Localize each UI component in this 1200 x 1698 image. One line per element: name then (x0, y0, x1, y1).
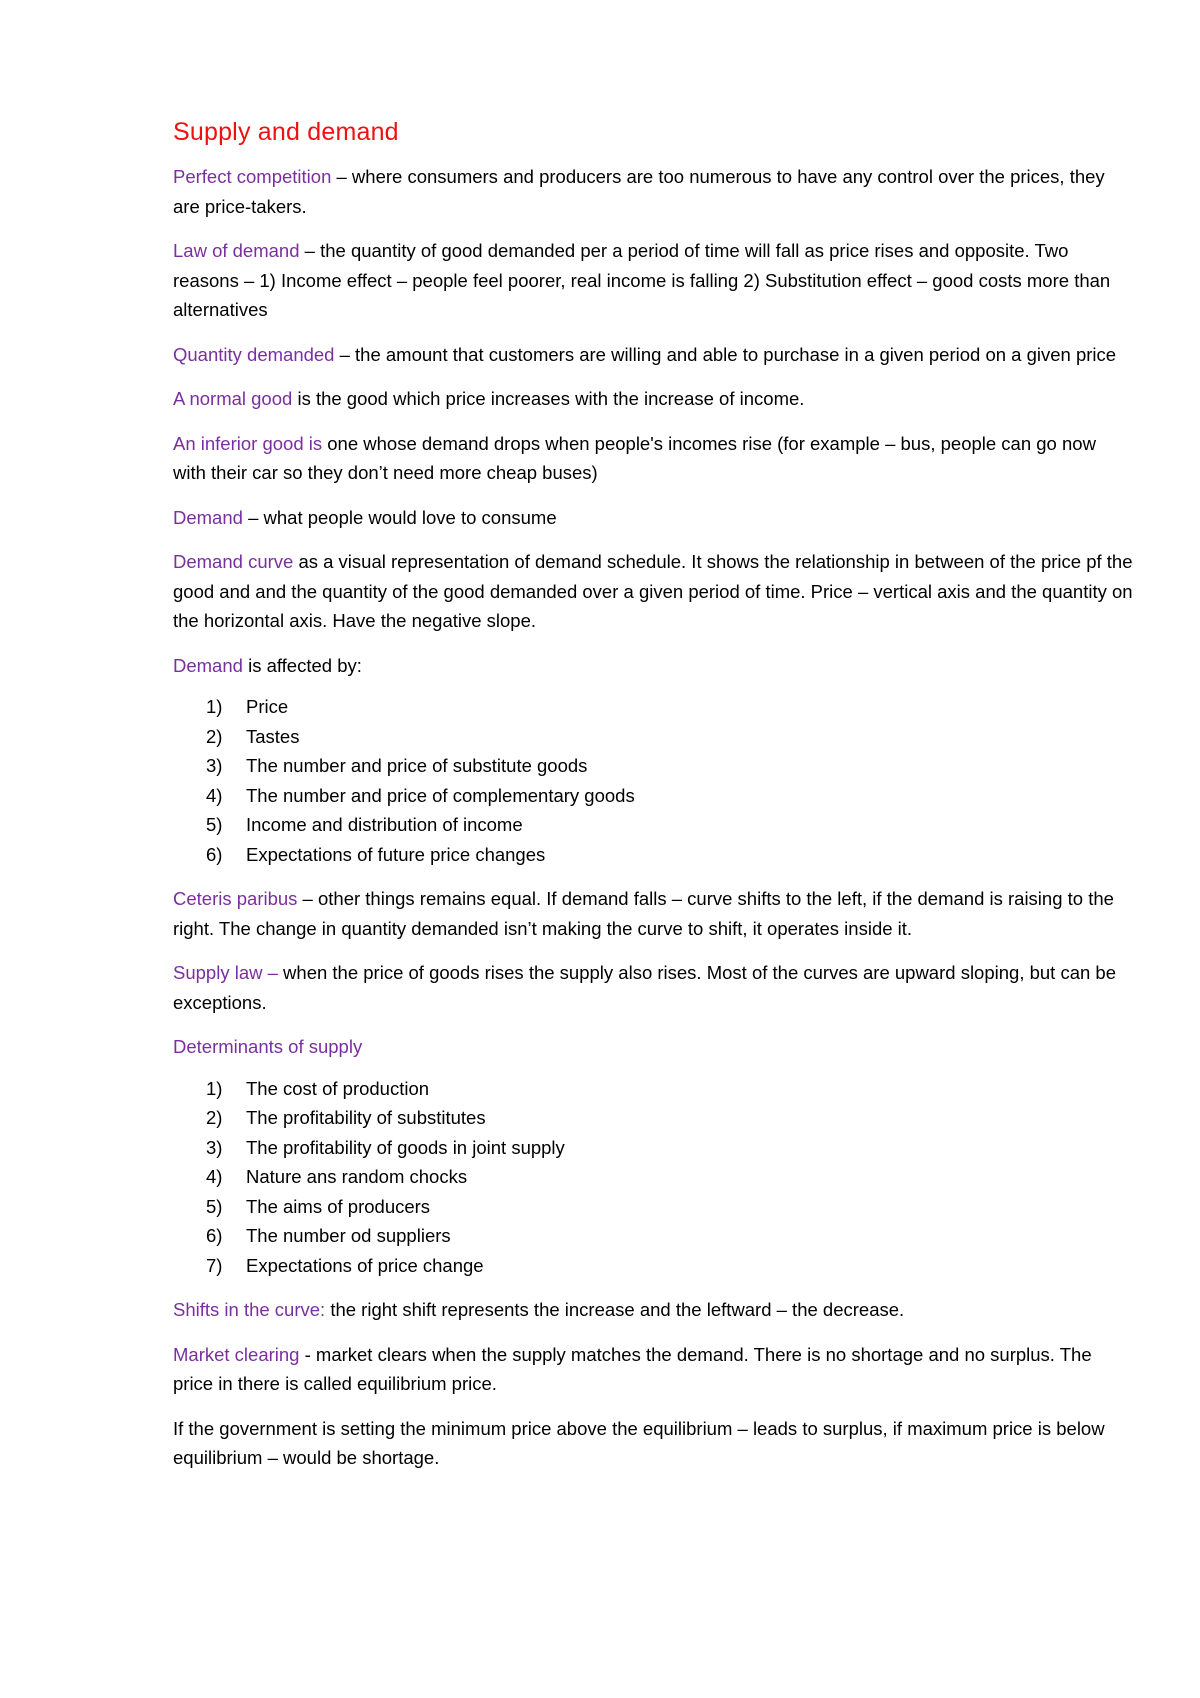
list-number: 4) (206, 784, 223, 806)
list-number: 6) (206, 1225, 223, 1246)
term: Quantity demanded (173, 343, 335, 365)
supply-determinants-list (173, 1074, 1133, 1281)
list-number: 1) (206, 1077, 223, 1099)
definition: is the good which price increases with the increase of income. (292, 388, 805, 409)
paragraph-shifts-in-curve (173, 1295, 1133, 1325)
demand-factors-list (173, 692, 1133, 869)
list-item (173, 1074, 1133, 1104)
list-item (173, 1133, 1133, 1163)
paragraph-perfect-competition (173, 162, 1133, 221)
list-item (173, 751, 1133, 781)
paragraph-demand-affected (173, 651, 1133, 681)
list-text: Price (246, 696, 289, 717)
term: Determinants of supply (173, 1036, 363, 1057)
definition: one whose demand drops when people's incomes rise (for example – bus, people can go now with their car so they don’t need more cheap buses) (173, 432, 1096, 483)
list-number: 6) (206, 843, 223, 865)
list-number: 2) (206, 725, 223, 747)
list-number: 3) (206, 755, 223, 776)
term: Market clearing (173, 1343, 300, 1365)
paragraph-demand-curve (173, 547, 1133, 636)
term: Supply law – (173, 962, 278, 983)
list-item (173, 1162, 1133, 1192)
term: Demand (173, 506, 243, 528)
paragraph-ceteris-paribus (173, 884, 1133, 943)
paragraph-market-clearing (173, 1340, 1133, 1399)
list-item (173, 1103, 1133, 1133)
list-number: 2) (206, 1107, 223, 1128)
list-number: 1) (206, 696, 223, 717)
list-text: The aims of producers (246, 1195, 431, 1217)
definition: when the price of goods rises the supply also rises. Most of the curves are upward sloping, but can be exceptions. (173, 962, 1116, 1013)
list-number: 4) (206, 1166, 223, 1187)
list-item (173, 722, 1133, 752)
list-item (173, 1221, 1133, 1251)
list-number: 5) (206, 814, 223, 835)
term: Ceteris paribus (173, 888, 298, 909)
list-text: The number and price of complementary goods (246, 784, 635, 806)
definition: If the government is setting the minimum price above the equilibrium – leads to surplus, if maximum price is below equilibrium – would be shortage. (173, 1417, 1105, 1468)
definition: – what people would love to consume (242, 506, 557, 528)
list-text: The cost of production (246, 1077, 430, 1099)
definition: – the amount that customers are willing and able to purchase in a given period on a given price (334, 343, 1117, 365)
list-text: The profitability of goods in joint supply (246, 1136, 565, 1158)
document-body (173, 118, 1133, 1488)
definition: – where consumers and producers are too numerous to have any control over the prices, they are price-takers. (173, 166, 1105, 217)
definition: - market clears when the supply matches the demand. There is no shortage and no surplus. The price in there is called equilibrium price. (173, 1343, 1092, 1394)
paragraph-demand (173, 503, 1133, 533)
document-title: Supply and demand (173, 118, 399, 146)
term: Shifts in the curve: (173, 1299, 326, 1320)
paragraph-law-of-demand (173, 236, 1133, 325)
definition: as a visual representation of demand schedule. It shows the relationship in between of the price pf the good and and the quantity of the good demanded over a given period of time. Price – vertical axis and the quantity on the horizontal axis. Have the negative slope. (173, 551, 1133, 631)
term: Demand curve (173, 551, 294, 572)
paragraph-inferior-good (173, 429, 1133, 488)
paragraph-quantity-demanded (173, 340, 1133, 370)
term: Perfect competition (173, 166, 332, 187)
paragraph-normal-good (173, 384, 1133, 414)
list-item (173, 1251, 1133, 1281)
definition: – the quantity of good demanded per a period of time will fall as price rises and opposite. Two reasons – 1) Income effect – people feel poorer, real income is falling 2) Substitution effect – good costs more than alternatives (173, 240, 1111, 320)
definition: – other things remains equal. If demand falls – curve shifts to the left, if the demand is raising to the right. The change in quantity demanded isn’t making the curve to shift, it operates inside it. (173, 888, 1114, 939)
list-item (173, 1192, 1133, 1222)
term: A normal good (173, 388, 293, 409)
list-number: 5) (206, 1195, 223, 1217)
list-item (173, 840, 1133, 870)
list-number: 7) (206, 1254, 223, 1276)
list-text: Expectations of future price changes (246, 843, 546, 865)
list-text: Expectations of price change (246, 1254, 484, 1276)
list-item (173, 692, 1133, 722)
list-text: Tastes (246, 725, 300, 747)
paragraph-supply-law (173, 958, 1133, 1017)
list-text: The profitability of substitutes (246, 1107, 486, 1128)
paragraph-government-price (173, 1414, 1133, 1473)
list-item (173, 810, 1133, 840)
list-text: Nature ans random chocks (246, 1166, 468, 1187)
term: Demand (173, 654, 243, 676)
term: An inferior good is (173, 432, 323, 454)
list-text: The number and price of substitute goods (246, 755, 588, 776)
list-text: Income and distribution of income (246, 814, 523, 835)
list-text: The number od suppliers (246, 1225, 451, 1246)
definition: the right shift represents the increase and the leftward – the decrease. (325, 1299, 905, 1320)
definition: is affected by: (242, 654, 362, 676)
list-item (173, 781, 1133, 811)
heading-determinants-of-supply (173, 1032, 1133, 1062)
list-number: 3) (206, 1136, 223, 1158)
term: Law of demand (173, 240, 300, 261)
